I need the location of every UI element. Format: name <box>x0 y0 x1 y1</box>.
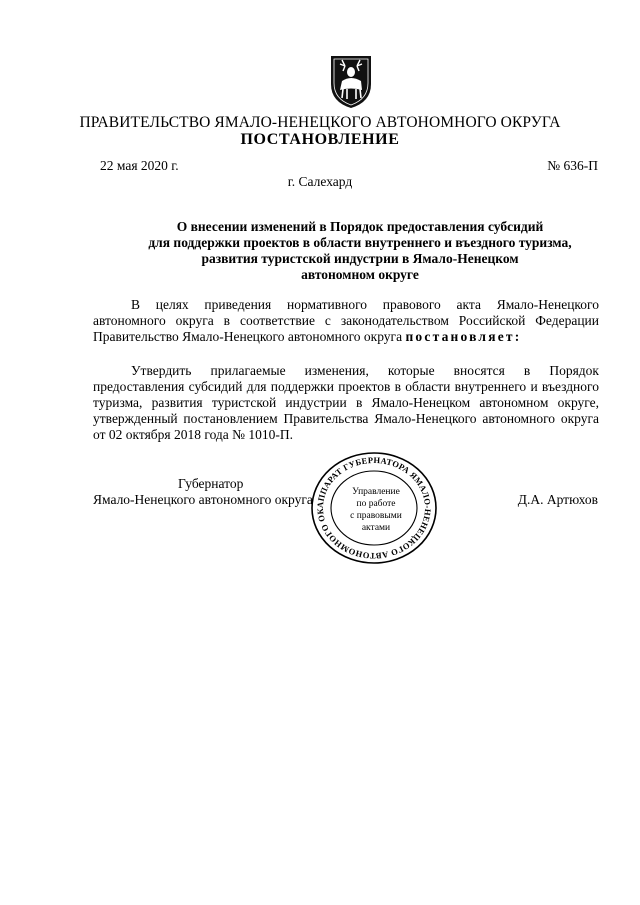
government-name: ПРАВИТЕЛЬСТВО ЯМАЛО-НЕНЕЦКОГО АВТОНОМНОГО ОКРУГА <box>79 114 561 131</box>
title-line: для поддержки проектов в области внутреннего и въездного туризма, <box>148 235 572 250</box>
document-city: г. Салехард <box>287 174 353 189</box>
resolution-keyword: постановляет: <box>405 329 522 344</box>
signatory-name: Д.А. Артюхов <box>517 492 598 507</box>
document-type: ПОСТАНОВЛЕНИЕ <box>240 131 400 148</box>
stamp-line: с правовыми <box>350 511 402 521</box>
document-date: 22 мая 2020 г. <box>100 158 179 173</box>
stamp-ring-text: АППАРАТ ГУБЕРНАТОРА ЯМАЛО-НЕНЕЦКОГО АВТОНОМНОГО ОК <box>314 454 434 562</box>
coat-of-arms-icon <box>328 54 374 110</box>
title-line: развития туристской индустрии в Ямало-Ненецком <box>201 251 519 266</box>
official-stamp <box>309 450 439 566</box>
preamble-paragraph <box>93 297 599 345</box>
stamp-line: по работе <box>356 499 396 509</box>
title-line: автономном округе <box>301 267 419 282</box>
stamp-line: актами <box>361 523 391 533</box>
signatory-region: Ямало-Ненецкого автономного округа <box>93 492 313 507</box>
title-line: О внесении изменений в Порядок предоставления субсидий <box>176 219 544 234</box>
document-number: № 636-П <box>547 158 598 173</box>
resolution-paragraph: Утвердить прилагаемые изменения, которые вносятся в Порядок предоставления субсидий для поддержки проектов в области внутреннего и въездного туризма, развития туристской индустрии в Ямало-Ненецком автономном округе, утвержденный постановлением Правительства Ямало-Ненецкого автономного округа от 02 октября 2018 года № 1010-П. <box>93 363 599 442</box>
document-title <box>60 219 640 283</box>
stamp-line: Управление <box>352 487 400 497</box>
preamble-text: В целях приведения нормативного правового акта Ямало-Ненецкого автономного округа в соответствие с законодательством Российской Федерации Правительство Ямало-Ненецкого автономного округа <box>93 297 599 344</box>
signatory-post: Губернатор <box>178 476 244 491</box>
